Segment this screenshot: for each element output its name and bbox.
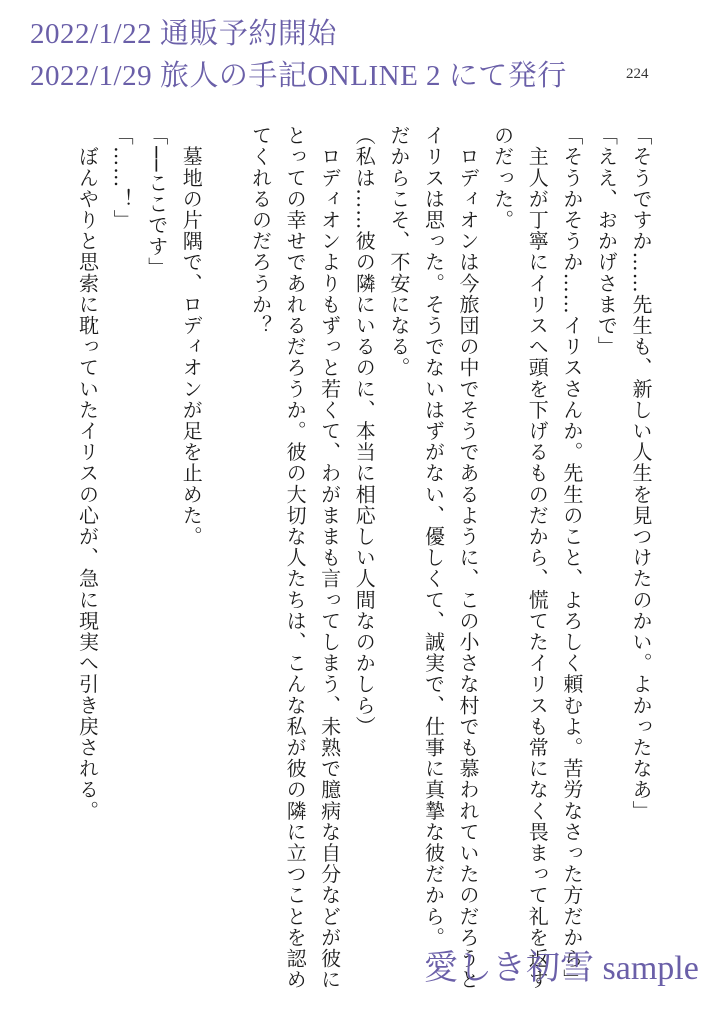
- text-line: 「……！」: [110, 125, 135, 231]
- text-line: のだった。: [490, 125, 515, 231]
- text-line: 「ええ、おかげさまで」: [594, 125, 619, 358]
- page-number: 224: [626, 66, 649, 82]
- sample-watermark: 愛しき初雪 sample: [424, 950, 699, 987]
- text-line: 「──ここです」: [144, 125, 169, 278]
- text-line: 墓地の片隅で、ロディオンが足を止めた。: [179, 125, 204, 547]
- text-line: とっての幸せであれるだろうか。彼の大切な人たちは、こんな私が彼の隣に立つことを認め: [283, 125, 308, 991]
- text-line: ロディオンは今旅団の中でそうであるように、この小さな村でも慕われていたのだろうと: [456, 125, 481, 991]
- text-line: イリスは思った。そうでないはずがない、優しくて、誠実で、仕事に真摯な彼だから。: [421, 125, 446, 948]
- text-line: ロディオンよりもずっと若くて、わがままも言ってしまう、未熟で臆病な自分などが彼に: [317, 125, 342, 991]
- text-line: だからこそ、不安になる。: [386, 125, 411, 379]
- text-line: 主人が丁寧にイリスへ頭を下げるものだから、慌てたイリスも常になく畏まって礼を返す: [525, 125, 550, 991]
- text-line: 「そうですか……先生も、新しい人生を見つけたのかい。よかったなあ」: [629, 125, 653, 822]
- text-line: （私は……彼の隣にいるのに、本当に相応しい人間なのかしら）: [352, 125, 377, 737]
- text-line-blank: [208, 125, 243, 955]
- text-line: ぼんやりと思索に耽っていたイリスの心が、急に現実へ引き戻される。: [75, 125, 100, 822]
- text-line: 「そうかそうか……イリスさんか。先生のこと、よろしく頼むよ。苦労なさった方だから」: [559, 125, 584, 991]
- release-date-line: 2022/1/22 通販予約開始: [30, 18, 337, 50]
- text-line: てくれるのだろうか？: [248, 125, 273, 336]
- publication-line: 2022/1/29 旅人の手記ONLINE 2 にて発行: [30, 60, 567, 92]
